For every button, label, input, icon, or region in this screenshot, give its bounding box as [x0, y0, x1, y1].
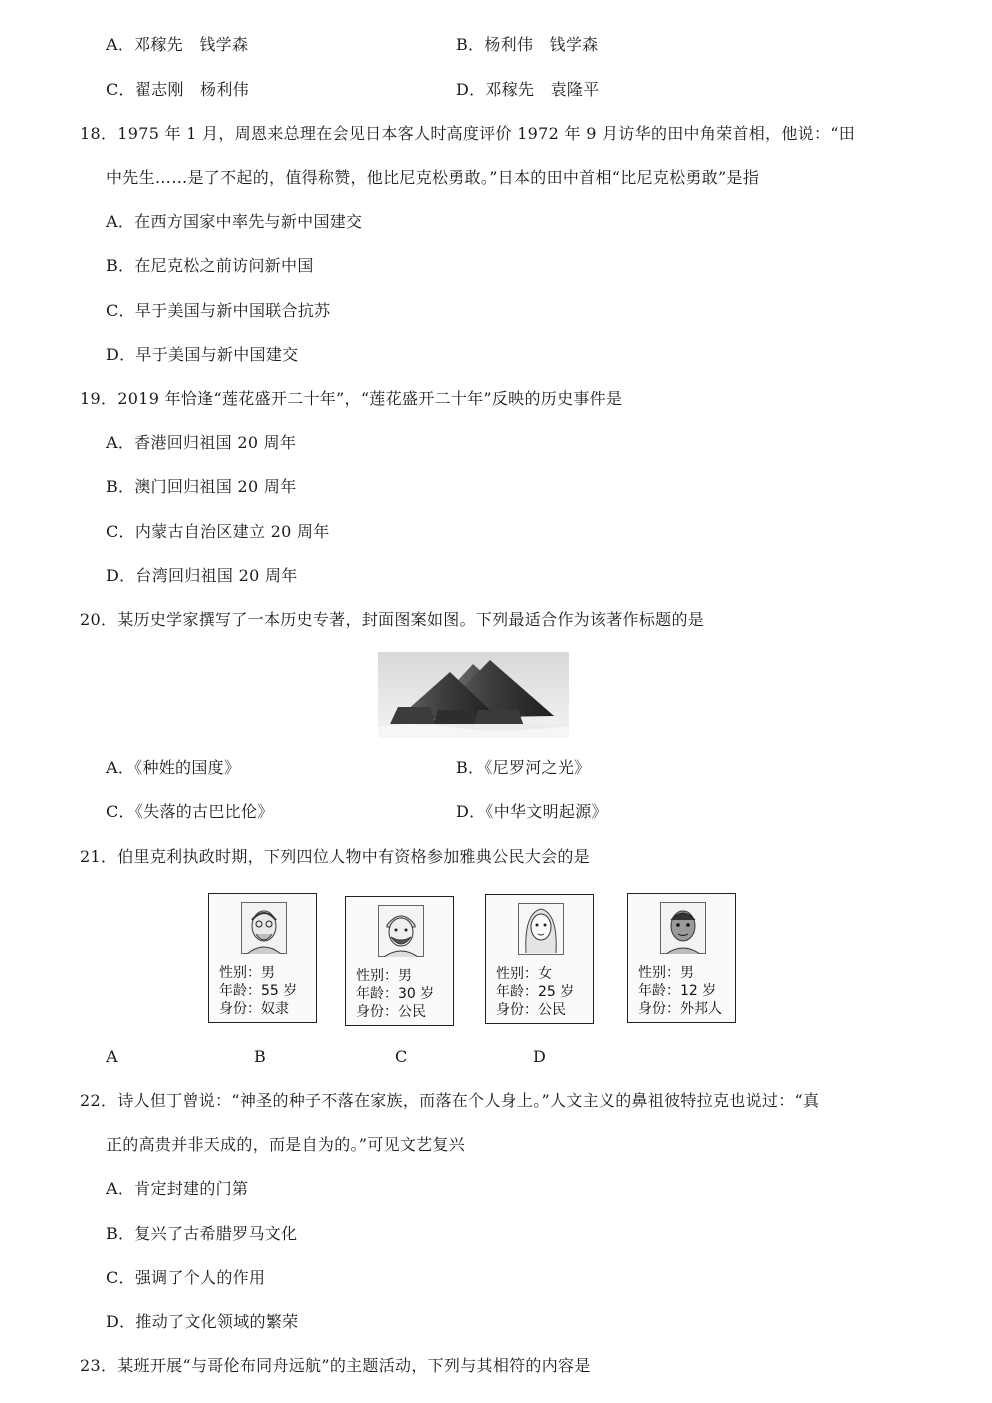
q22-option-a: A．肯定封建的门第	[106, 1179, 249, 1198]
card-b-gender: 性别：男	[356, 968, 412, 984]
person-card-c	[485, 894, 594, 1024]
q22-option-b: B．复兴了古希腊罗马文化	[106, 1224, 298, 1243]
q20-stem: 20．某历史学家撰写了一本历史专著，封面图案如图。下列最适合作为该著作标题的是	[80, 610, 705, 629]
q20-option-d: D．《中华文明起源》	[456, 802, 608, 821]
q19-option-a: A．香港回归祖国 20 周年	[106, 433, 297, 452]
q19-option-b: B．澳门回归祖国 20 周年	[106, 477, 297, 496]
card-c-age: 年龄：25 岁	[496, 984, 575, 1000]
card-b-age: 年龄：30 岁	[356, 986, 435, 1002]
q17-option-a: A．邓稼先 钱学森	[106, 35, 249, 54]
q19-option-d: D．台湾回归祖国 20 周年	[106, 566, 298, 585]
q22-stem-line2: 正的高贵并非天成的，而是自为的。”可见文艺复兴	[106, 1135, 466, 1154]
young-man-portrait-icon	[378, 905, 424, 957]
q23-stem: 23．某班开展“与哥伦布同舟远航”的主题活动，下列与其相符的内容是	[80, 1356, 591, 1375]
q22-option-d: D．推动了文化领域的繁荣	[106, 1312, 299, 1331]
q20-option-b: B．《尼罗河之光》	[456, 758, 591, 777]
q18-option-c: C．早于美国与新中国联合抗苏	[106, 301, 331, 320]
q18-option-b: B．在尼克松之前访问新中国	[106, 256, 314, 275]
q20-option-a: A．《种姓的国度》	[106, 758, 241, 777]
q18-option-d: D．早于美国与新中国建交	[106, 345, 299, 364]
card-label-d: D	[533, 1047, 547, 1066]
q18-stem-line2: 中先生……是了不起的，值得称赞，他比尼克松勇敢。”日本的田中首相“比尼克松勇敢”是指	[106, 168, 760, 187]
woman-portrait-icon	[518, 903, 564, 955]
person-card-d	[627, 893, 736, 1023]
card-label-a: A	[106, 1047, 118, 1066]
card-label-c: C	[395, 1047, 408, 1066]
card-d-gender: 性别：男	[638, 965, 694, 981]
q19-option-c: C．内蒙古自治区建立 20 周年	[106, 522, 330, 541]
person-card-a	[208, 893, 317, 1023]
q21-stem: 21．伯里克利执政时期，下列四位人物中有资格参加雅典公民大会的是	[80, 847, 590, 866]
card-c-status: 身份：公民	[496, 1002, 566, 1018]
person-card-b	[345, 896, 454, 1026]
q17-option-d: D．邓稼先 袁隆平	[456, 80, 600, 99]
q22-option-c: C．强调了个人的作用	[106, 1268, 266, 1287]
card-a-status: 身份：奴隶	[219, 1001, 289, 1017]
card-c-gender: 性别：女	[496, 966, 552, 982]
card-d-age: 年龄：12 岁	[638, 983, 717, 999]
q20-option-c: C．《失落的古巴比伦》	[106, 802, 274, 821]
q22-stem-line1: 22．诗人但丁曾说：“神圣的种子不落在家族，而落在个人身上。”人文主义的鼻祖彼特拉克也说过：“真	[80, 1091, 820, 1110]
q17-option-b: B．杨利伟 钱学森	[456, 35, 599, 54]
elderly-man-portrait-icon	[241, 902, 287, 954]
pyramids-image	[378, 652, 569, 738]
card-label-b: B	[254, 1047, 267, 1066]
q19-stem: 19．2019 年恰逢“莲花盛开二十年”，“莲花盛开二十年”反映的历史事件是	[80, 389, 623, 408]
boy-portrait-icon	[660, 902, 706, 954]
q18-option-a: A．在西方国家中率先与新中国建交	[106, 212, 363, 231]
card-a-gender: 性别：男	[219, 965, 275, 981]
q17-option-c: C．翟志刚 杨利伟	[106, 80, 249, 99]
card-a-age: 年龄：55 岁	[219, 983, 298, 999]
card-b-status: 身份：公民	[356, 1004, 426, 1020]
q18-stem-line1: 18．1975 年 1 月，周恩来总理在会见日本客人时高度评价 1972 年 9 月访华的田中角荣首相，他说：“田	[80, 124, 856, 143]
card-d-status: 身份：外邦人	[638, 1001, 722, 1017]
